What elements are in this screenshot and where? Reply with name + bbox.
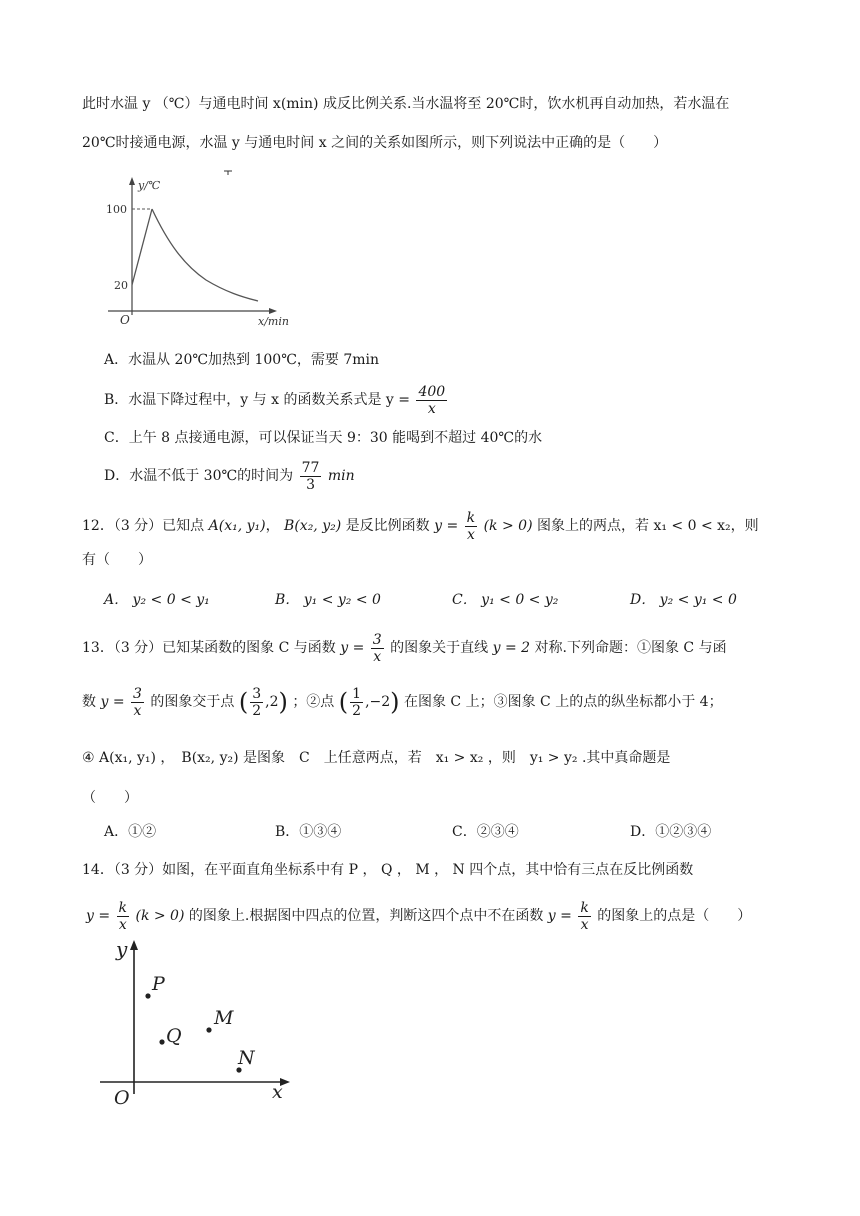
q12-option-a: A． y₂ < 0 < y₁ bbox=[104, 592, 210, 608]
q11-figure bbox=[96, 165, 296, 333]
q13-option-c: C．②③④ bbox=[452, 824, 519, 840]
q14-label-q: Q bbox=[166, 1025, 182, 1047]
q13-option-b: B．①③④ bbox=[275, 824, 342, 840]
q11-cooling-curve bbox=[152, 209, 258, 301]
q14-figure bbox=[96, 934, 306, 1110]
q11-heating-line bbox=[132, 209, 152, 285]
q13-point1: $\frac{3}{2}$ bbox=[252, 685, 262, 719]
q12-option-c: C． y₁ < 0 < y₂ bbox=[452, 592, 559, 608]
q11-option-b-text: B．水温下降过程中，y 与 x 的函数关系式是 y = bbox=[104, 392, 410, 408]
q14-point-q bbox=[159, 1039, 164, 1044]
q11-option-d: D．水温不低于 30℃的时间为 $\frac{77}{3}$ min bbox=[104, 459, 355, 493]
q14-line2: y = $\frac{k}{x}$ (k > 0) 的图象上.根据图中四点的位置，判断这四个点中不在函数 y = $\frac{k}{x}$ 的图象上的点是（ ） bbox=[86, 899, 752, 933]
q11-option-d-fraction: $\frac{77}{3}$ bbox=[301, 459, 320, 493]
q14-point-p bbox=[145, 993, 150, 998]
q11-option-b bbox=[104, 380, 449, 420]
q14-label-p: P bbox=[152, 973, 165, 995]
q12-stem-line2: 有（ ） bbox=[82, 552, 152, 568]
q11-line1: 此时水温 y （℃）与通电时间 x(min) 成反比例关系.当水温将至 20℃时，饮水机再自动加热，若水温在 bbox=[82, 96, 730, 112]
q11-option-a: A．水温从 20℃加热到 100℃，需要 7min bbox=[104, 352, 379, 368]
q13-line3: ④ A(x₁, y₁) ， B(x₂, y₂) 是图象 C 上任意两点，若 x₁ > x₂ ，则 y₁ > y₂ .其中真命题是 bbox=[82, 750, 671, 766]
q14-x-label: x bbox=[272, 1081, 283, 1103]
q13-option-a: A．①② bbox=[104, 824, 157, 840]
q12-point-a: A(x₁, y₁) bbox=[208, 518, 266, 534]
q11-option-b-fraction: $\frac{400}{x}$ bbox=[418, 383, 446, 417]
q13-func-fraction: $\frac{3}{x}$ bbox=[372, 631, 382, 665]
q12-stem: 12．（3 分）已知点 A(x₁, y₁)， B(x₂, y₂) 是反比例函数 y = $\frac{k}{x}$ (k > 0) 图象上的两点，若 x₁ < 0 < x₂，则 bbox=[82, 509, 759, 543]
q11-tick-100: 100 bbox=[106, 203, 127, 216]
q12-option-b: B． y₁ < y₂ < 0 bbox=[275, 592, 381, 608]
q13-line1: 13．（3 分）已知某函数的图象 C 与函数 y = $\frac{3}{x}$ 的图象关于直线 y = 2 对称.下列命题：①图象 C 与函 bbox=[82, 631, 727, 665]
q14-y-label: y bbox=[116, 937, 128, 961]
q11-origin: O bbox=[120, 313, 130, 327]
q14-origin: O bbox=[114, 1087, 130, 1109]
q14-point-m bbox=[206, 1027, 211, 1032]
q11-y-label: y/℃ bbox=[138, 179, 161, 192]
q14-line1: 14．（3 分）如图，在平面直角坐标系中有 P ， Q ， M ， N 四个点，其中恰有三点在反比例函数 bbox=[82, 862, 694, 878]
q12-point-b: B(x₂, y₂) bbox=[284, 518, 342, 534]
q11-line2: 20℃时接通电源，水温 y 与通电时间 x 之间的关系如图所示，则下列说法中正确的是（ ） bbox=[82, 135, 668, 151]
q14-label-m: M bbox=[214, 1007, 234, 1029]
q13-point2: $\frac{1}{2}$ bbox=[352, 685, 362, 719]
q13-line4: （ ） bbox=[82, 790, 138, 806]
q11-option-c: C．上午 8 点接通电源，可以保证当天 9：30 能喝到不超过 40℃的水 bbox=[104, 430, 543, 446]
q13-line2: 数 y = $\frac{3}{x}$ 的图象交于点 ( $\frac{3}{2}$ ,2) ；②点 ( $\frac{1}{2}$ ,−2) 在图象 C 上；③图象 C 上的点的纵坐标都小于 4； bbox=[82, 685, 723, 719]
q12-option-d: D． y₂ < y₁ < 0 bbox=[630, 592, 737, 608]
q14-label-n: N bbox=[238, 1047, 255, 1069]
q11-x-label: x/min bbox=[258, 315, 289, 328]
q14-func-fraction: $\frac{k}{x}$ bbox=[118, 899, 128, 933]
q12-func-fraction: $\frac{k}{x}$ bbox=[466, 509, 476, 543]
q11-tick-20: 20 bbox=[114, 279, 128, 292]
q13-option-d: D．①②③④ bbox=[630, 824, 712, 840]
